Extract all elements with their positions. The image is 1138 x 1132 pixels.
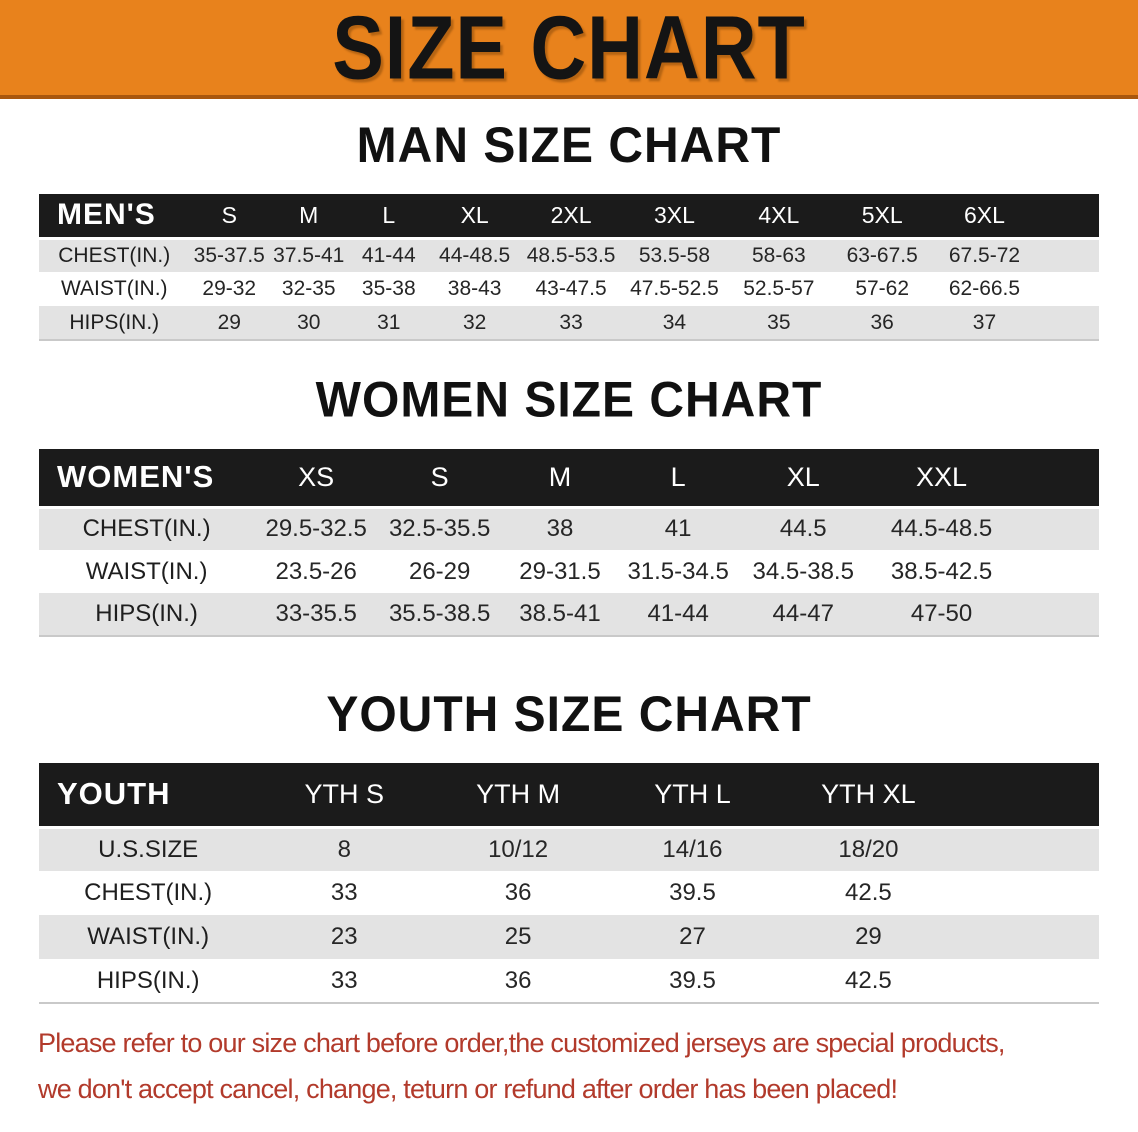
row-label: CHEST(IN.) bbox=[82, 515, 211, 543]
footer-line-2: we don't accept cancel, change, teturn or refund after order has been placed! bbox=[38, 1074, 898, 1104]
size-column-header: M bbox=[501, 449, 619, 507]
size-cell: 10/12 bbox=[488, 835, 549, 863]
size-cell: 41-44 bbox=[361, 243, 416, 267]
size-cell: 33-35.5 bbox=[275, 600, 357, 627]
size-cell: 38 bbox=[546, 515, 574, 543]
size-column-header: 2XL bbox=[520, 194, 622, 238]
size-column-header: S bbox=[190, 194, 270, 238]
size-column-header: S bbox=[378, 449, 501, 507]
size-cell: 36 bbox=[870, 310, 894, 334]
size-cell: 41 bbox=[664, 515, 692, 543]
table-row bbox=[39, 306, 1099, 340]
size-cell: 42.5 bbox=[845, 879, 892, 906]
footer-note bbox=[38, 1020, 1100, 1112]
size-cell: 63-67.5 bbox=[846, 243, 918, 267]
size-cell: 29 bbox=[855, 923, 882, 950]
spacer-cell bbox=[1014, 507, 1099, 550]
table-row bbox=[39, 827, 1099, 871]
spacer-cell bbox=[957, 871, 1099, 915]
size-cell: 23.5-26 bbox=[275, 557, 357, 585]
size-cell: 29-32 bbox=[202, 277, 257, 300]
table-header-row bbox=[39, 449, 1099, 507]
size-cell: 32 bbox=[462, 310, 487, 334]
size-column-header: 5XL bbox=[831, 194, 934, 238]
size-cell: 47.5-52.5 bbox=[630, 277, 719, 300]
size-cell: 32-35 bbox=[281, 277, 336, 300]
table-row bbox=[39, 550, 1099, 593]
size-cell: 38-43 bbox=[447, 277, 502, 300]
table-header-row bbox=[39, 194, 1099, 238]
spacer-cell bbox=[1014, 449, 1099, 507]
spacer-cell bbox=[1014, 550, 1099, 593]
size-cell: 26-29 bbox=[408, 557, 471, 585]
size-cell: 36 bbox=[504, 879, 532, 906]
size-cell: 35-38 bbox=[361, 277, 416, 300]
row-label: CHEST(IN.) bbox=[58, 243, 171, 267]
footer-line-1: Please refer to our size chart before order,the customized jerseys are special products, bbox=[38, 1028, 1005, 1058]
man-size-heading: MAN SIZE CHART bbox=[356, 117, 782, 174]
size-column-header: YTH M bbox=[431, 763, 605, 827]
size-column-header: 6XL bbox=[934, 194, 1036, 238]
youth-size-section bbox=[0, 686, 1138, 1004]
size-cell: 62-66.5 bbox=[948, 277, 1021, 300]
size-cell: 47-50 bbox=[910, 600, 973, 627]
size-cell: 25 bbox=[504, 923, 532, 950]
size-cell: 27 bbox=[679, 923, 706, 950]
size-cell: 34 bbox=[662, 310, 687, 334]
size-cell: 57-62 bbox=[855, 277, 910, 300]
table-row bbox=[39, 871, 1099, 915]
banner bbox=[0, 0, 1138, 99]
row-label: WAIST(IN.) bbox=[85, 557, 208, 585]
women-size-section bbox=[0, 372, 1138, 637]
size-cell: 34.5-38.5 bbox=[752, 557, 854, 585]
size-cell: 37.5-41 bbox=[273, 243, 345, 267]
size-cell: 29-31.5 bbox=[519, 557, 601, 585]
size-column-header: YTH L bbox=[605, 763, 780, 827]
size-column-header: XXL bbox=[869, 449, 1014, 507]
row-label: U.S.SIZE bbox=[98, 835, 199, 863]
spacer-cell bbox=[957, 763, 1099, 827]
spacer-cell bbox=[957, 959, 1099, 1003]
size-cell: 44-48.5 bbox=[439, 243, 511, 267]
table-row bbox=[39, 507, 1099, 550]
size-column-header: XL bbox=[738, 449, 869, 507]
size-cell: 38.5-42.5 bbox=[890, 557, 993, 585]
size-cell: 35 bbox=[767, 310, 791, 334]
size-cell: 39.5 bbox=[669, 966, 716, 994]
size-cell: 36 bbox=[504, 966, 532, 994]
women-size-heading: WOMEN SIZE CHART bbox=[315, 372, 823, 429]
row-label: HIPS(IN.) bbox=[96, 966, 200, 994]
size-column-header: YTH XL bbox=[780, 763, 957, 827]
spacer-cell bbox=[957, 827, 1099, 871]
size-column-header: 4XL bbox=[727, 194, 831, 238]
size-column-header: YTH S bbox=[257, 763, 431, 827]
table-row bbox=[39, 272, 1099, 306]
size-cell: 44.5-48.5 bbox=[890, 515, 993, 543]
spacer-cell bbox=[1014, 593, 1099, 636]
spacer-cell bbox=[1035, 238, 1099, 272]
spacer-cell bbox=[1035, 272, 1099, 306]
man-size-section bbox=[0, 117, 1138, 341]
size-cell: 33 bbox=[330, 879, 358, 906]
size-cell: 32.5-35.5 bbox=[388, 515, 491, 543]
size-cell: 44-47 bbox=[772, 600, 834, 627]
size-cell: 35-37.5 bbox=[193, 243, 265, 267]
size-column-header: M bbox=[269, 194, 349, 238]
size-cell: 35.5-38.5 bbox=[388, 600, 491, 627]
size-cell: 53.5-58 bbox=[638, 243, 711, 267]
size-cell: 31.5-34.5 bbox=[627, 557, 729, 585]
table-corner-label: MEN'S bbox=[39, 194, 190, 238]
banner-title: SIZE CHART bbox=[332, 0, 806, 98]
size-column-header: 3XL bbox=[622, 194, 727, 238]
size-cell: 8 bbox=[337, 835, 351, 863]
size-column-header: L bbox=[619, 449, 738, 507]
size-cell: 38.5-41 bbox=[519, 600, 601, 627]
size-cell: 23 bbox=[330, 923, 358, 950]
size-cell: 39.5 bbox=[669, 879, 716, 906]
row-label: HIPS(IN.) bbox=[95, 600, 198, 627]
spacer-cell bbox=[1035, 194, 1099, 238]
spacer-cell bbox=[957, 915, 1099, 959]
size-cell: 14/16 bbox=[662, 835, 723, 863]
size-cell: 44.5 bbox=[779, 515, 827, 543]
size-cell: 29 bbox=[217, 310, 241, 334]
size-column-header: XS bbox=[254, 449, 378, 507]
size-cell: 37 bbox=[972, 310, 997, 334]
table-row bbox=[39, 959, 1099, 1003]
table-corner-label: YOUTH bbox=[39, 763, 257, 827]
row-label: CHEST(IN.) bbox=[84, 879, 213, 906]
size-cell: 58-63 bbox=[751, 243, 806, 267]
womens-size-table bbox=[39, 449, 1099, 637]
table-corner-label: WOMEN'S bbox=[39, 449, 254, 507]
size-column-header: L bbox=[349, 194, 430, 238]
size-cell: 52.5-57 bbox=[743, 277, 815, 300]
size-cell: 29.5-32.5 bbox=[265, 515, 367, 543]
size-cell: 30 bbox=[297, 310, 321, 334]
row-label: WAIST(IN.) bbox=[60, 277, 168, 300]
size-cell: 67.5-72 bbox=[948, 243, 1021, 267]
table-row bbox=[39, 238, 1099, 272]
size-column-header: XL bbox=[429, 194, 520, 238]
table-row bbox=[39, 593, 1099, 636]
size-cell: 33 bbox=[330, 966, 358, 994]
youth-size-table bbox=[39, 763, 1099, 1004]
size-cell: 31 bbox=[377, 310, 401, 334]
size-cell: 43-47.5 bbox=[535, 277, 607, 300]
table-header-row bbox=[39, 763, 1099, 827]
spacer-cell bbox=[1035, 306, 1099, 340]
mens-size-table bbox=[39, 194, 1099, 341]
size-cell: 48.5-53.5 bbox=[526, 243, 616, 267]
youth-size-heading: YOUTH SIZE CHART bbox=[326, 686, 812, 743]
row-label: HIPS(IN.) bbox=[69, 310, 160, 334]
size-cell: 41-44 bbox=[647, 600, 709, 627]
size-cell: 18/20 bbox=[838, 835, 899, 863]
size-cell: 42.5 bbox=[845, 966, 892, 994]
row-label: WAIST(IN.) bbox=[87, 923, 210, 950]
size-cell: 33 bbox=[559, 310, 583, 334]
table-row bbox=[39, 915, 1099, 959]
